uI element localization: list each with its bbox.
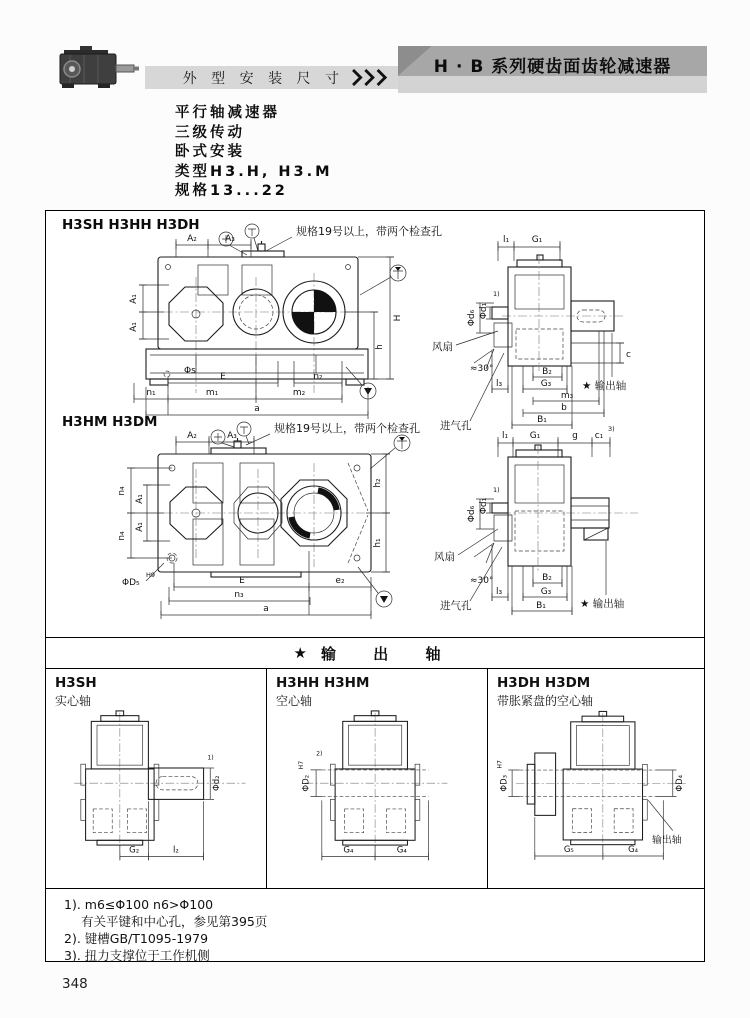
shaft-columns	[46, 669, 704, 888]
dim-e2: e₂	[335, 576, 345, 586]
dim-D5: ΦD₅	[122, 578, 140, 588]
dim-G4: G₄	[396, 845, 407, 856]
section-title: 外 型 安 装 尺 寸	[182, 70, 344, 87]
dim-A1: A₁	[135, 522, 145, 532]
fan-label: 风扇	[432, 341, 453, 353]
output-shaft-label: ★ 输出轴	[582, 380, 627, 392]
dim-A2: A₂	[187, 431, 197, 441]
dim-d1: Φd₁	[479, 302, 489, 320]
dim-G1: G₁	[531, 235, 543, 245]
main-panel	[45, 210, 705, 962]
fan-label: 风扇	[434, 551, 455, 563]
dim-n4: n₄	[117, 486, 127, 496]
output-shaft-label: 输出轴	[651, 834, 682, 846]
shaft-column-h3dh	[487, 669, 712, 888]
model-label: H3SH H3HH H3DH	[62, 217, 200, 233]
intro-line: 三级传动	[175, 124, 245, 141]
column-type: 带胀紧盘的空心轴	[497, 694, 594, 708]
oil-level-icon	[370, 435, 410, 469]
dim-A1: A₁	[135, 494, 145, 504]
footnote-ref-1: 1)	[493, 486, 500, 494]
footnote-ref-1: 1)	[493, 290, 500, 298]
intro-line: 卧式安装	[175, 144, 245, 160]
dim-n1: n₁	[146, 388, 156, 398]
dim-B2: B₂	[542, 573, 552, 583]
dim-G2: G₂	[129, 845, 140, 856]
air-intake-label: 进气孔	[440, 420, 472, 432]
shaft-column-h3hh	[266, 669, 487, 888]
dim-c1: c₁	[594, 431, 604, 441]
dim-h2: h₂	[373, 478, 383, 488]
group-h3sh-front-view	[62, 217, 442, 419]
dim-B2: B₂	[542, 367, 552, 377]
intro-block	[175, 104, 333, 202]
footnote-line: 3). 扭力支撑位于工作机侧	[64, 948, 210, 963]
dim-m2: m₂	[292, 388, 306, 398]
dim-d6: Φd₆	[467, 505, 477, 523]
model-label: H3HM H3DM	[62, 414, 158, 430]
intro-line: 类型H3.H, H3.M	[175, 163, 333, 180]
group-h3sh-side-view	[432, 235, 631, 432]
dim-d1: Φd₁	[479, 497, 489, 515]
output-shaft-label: ★ 输出轴	[580, 598, 625, 610]
dim-H: H	[393, 314, 403, 322]
dim-d6: Φd₆	[467, 309, 477, 327]
chevrons-icon	[351, 69, 391, 86]
oil-level-icon	[360, 265, 406, 295]
dim-G5: G₅	[563, 845, 574, 856]
intro-line: 规格13...22	[175, 183, 288, 199]
angle-label: ≈30°	[470, 576, 494, 586]
dim-D5-tol: H9	[146, 571, 156, 579]
dim-n4: n₄	[117, 531, 127, 541]
footnote-line: 1). m6≤Φ100 n6>Φ100	[64, 897, 214, 912]
dim-G4: G₄	[343, 845, 354, 856]
breather-plug-icon	[245, 224, 259, 251]
dim-A3: A₃	[227, 431, 237, 441]
product-photo	[50, 44, 142, 94]
intro-line: 平行轴减速器	[175, 105, 280, 121]
dim-G1: G₁	[529, 431, 541, 441]
dim-l3: l₃	[495, 587, 503, 597]
shaft-column-h3sh	[46, 669, 266, 888]
dim-G3: G₃	[540, 379, 552, 389]
dim-g: g	[572, 431, 578, 441]
column-model: H3HH H3HM	[276, 675, 370, 691]
dim-l1: l₁	[501, 431, 509, 441]
dim-phis: Φs	[184, 366, 196, 376]
dim-a: a	[263, 604, 269, 614]
footnote-ref-2: 2)	[316, 750, 323, 758]
dim-n2: n₂	[313, 372, 323, 382]
dim-D3: ΦD₃	[499, 774, 510, 792]
output-shaft-title: 输 出 轴	[321, 644, 457, 663]
footnotes	[46, 888, 704, 964]
inspection-note: 规格19号以上，带两个检查孔	[296, 225, 442, 238]
footnote-line: 2). 键槽GB/T1095-1979	[64, 931, 209, 946]
column-type: 空心轴	[276, 694, 313, 708]
page-number: 348	[62, 976, 88, 992]
group-h3hm-side-view	[434, 425, 638, 615]
dim-A1: A₁	[129, 322, 139, 332]
group-h3hm-front-view	[62, 414, 420, 619]
gearbox-photo-illustration	[50, 44, 142, 94]
column-model: H3SH	[55, 675, 97, 691]
footnote-line: 有关平键和中心孔，参见第395页	[81, 914, 268, 929]
dim-l1: l₁	[502, 235, 510, 245]
dim-c: c	[626, 350, 631, 360]
series-banner	[398, 46, 707, 93]
solid-shaft-drawing	[55, 709, 257, 866]
dim-n3: n₃	[234, 590, 244, 600]
dim-A3: A₃	[225, 234, 235, 244]
column-type: 实心轴	[55, 694, 92, 708]
dim-E: E	[220, 372, 226, 382]
dim-B1: B₁	[537, 415, 547, 425]
angle-label: ≈30°	[470, 364, 494, 374]
output-shaft-header	[46, 637, 704, 669]
dim-d2: Φd₂	[211, 775, 222, 792]
column-model: H3DH H3DM	[497, 675, 591, 691]
dim-D3-tol: H7	[497, 760, 504, 769]
inspection-note: 规格19号以上，带两个检查孔	[274, 422, 420, 435]
section-band	[145, 66, 401, 89]
dim-B1: B₁	[536, 601, 546, 611]
hollow-shaft-drawing	[276, 709, 478, 866]
dim-a: a	[254, 404, 260, 414]
dim-l3: l₃	[495, 379, 503, 389]
star-icon: ★	[293, 644, 307, 662]
dim-m3: m₃	[560, 391, 574, 401]
series-title: H · B 系列硬齿面齿轮减速器	[433, 57, 672, 77]
dim-m1: m₁	[205, 388, 219, 398]
dim-D2-tol: H7	[297, 760, 305, 770]
drain-plug-icon	[346, 367, 376, 399]
dim-h: h	[375, 344, 385, 350]
dim-G3: G₃	[540, 587, 552, 597]
dim-b: b	[561, 403, 567, 413]
dim-D4: ΦD₄	[675, 774, 686, 792]
dim-A1: A₁	[129, 294, 139, 304]
dim-G4: G₄	[628, 845, 639, 856]
dim-l2: l₂	[173, 845, 179, 856]
dimension-drawings	[46, 211, 703, 633]
footnote-ref-3: 3)	[608, 425, 615, 433]
air-intake-label: 进气孔	[440, 600, 472, 612]
dim-A2: A₂	[187, 234, 197, 244]
dim-h1: h₁	[373, 538, 383, 548]
dim-E: E	[239, 576, 245, 586]
shrink-disc-shaft-drawing	[497, 709, 703, 866]
dim-D2: ΦD₂	[301, 774, 312, 792]
footnote-ref-1: 1)	[207, 754, 214, 762]
